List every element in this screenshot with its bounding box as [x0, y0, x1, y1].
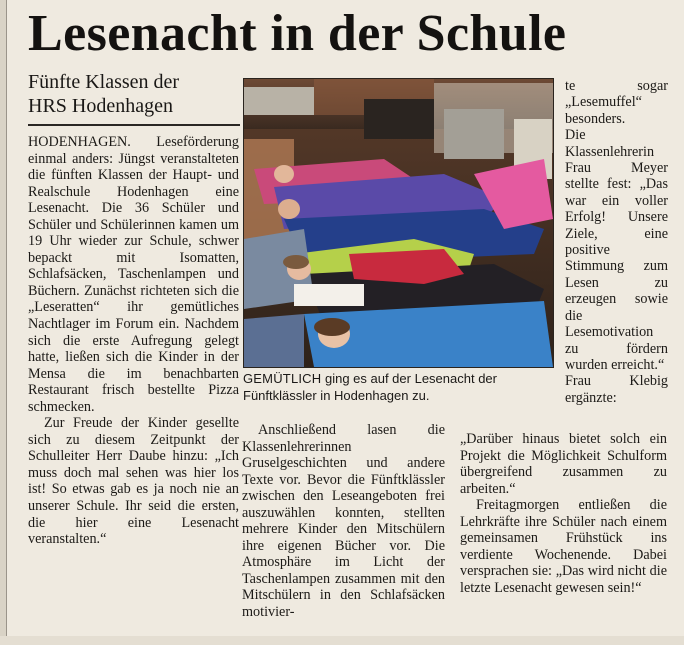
- article-headline: Lesenacht in der Schule: [28, 5, 567, 62]
- caption-text: ging es auf der Lesenacht der Fünftklässler in Hodenhagen zu.: [243, 371, 497, 403]
- caption-lead: GEMÜTLICH: [243, 371, 322, 386]
- paragraph: „Darüber hinaus bietet solch ein Projekt die Möglichkeit Schulform übergreifend zusammen zu arbeiten.“: [460, 431, 667, 497]
- article-column-3-top: [565, 78, 668, 406]
- article-photo: [243, 78, 554, 368]
- page-edge-bottom: [0, 636, 684, 645]
- subhead-line-1: Fünfte Klassen der: [28, 71, 180, 93]
- subhead-rule: [28, 124, 240, 126]
- article-column-2: [242, 422, 445, 621]
- paragraph: Die Klassenlehrerin Frau Meyer stellte fest: „Das war ein voller Erfolg! Unsere Ziele, eine positive Stimmung zum Lesen zu erzeugen sowie die Lesemotivation zu fördern wurden erreicht.“: [565, 127, 668, 373]
- article-subhead: [28, 70, 238, 118]
- sleeping-children-photo: [244, 79, 553, 367]
- subhead-line-2: HRS Hodenhagen: [28, 95, 173, 117]
- article-column-1: [28, 134, 239, 548]
- paragraph: Zur Freude der Kinder gesellte sich zu diesem Zeitpunkt der Schulleiter Herr Daube hinzu: „Ich muss doch mal sehen was hier los ist! So etwas gab es ja noch nie an unserer Schule. Ihr seid die ersten, die hier eine Lesenacht veranstalten.“: [28, 415, 239, 548]
- paragraph: HODENHAGEN. Leseförderung einmal anders: Jüngst veranstalteten die fünften Klassen der Haupt- und Realschule Hodenhagen eine Lesenacht. Die 36 Schüler und Schüler und Schülerinnen kamen um 19 Uhr wieder zur Schule, schwer bepackt mit Isomatten, Schlafsäcken, Taschenlampen und Büchern. Zunächst richteten sich die „Leseratten“ ihr gemütliches Nachtlager im Forum ein. Nachdem sich die erste Aufregung gelegt hatte, ließen sich die Kinder in der Mensa die im benachbarten Restaurant frisch bestellte Pizza schmecken.: [28, 134, 239, 415]
- paragraph: Frau Klebig ergänzte:: [565, 373, 668, 406]
- paragraph: te sogar „Lesemuffel“ besonders.: [565, 78, 668, 127]
- paragraph: Freitagmorgen entließen die Lehrkräfte ihre Schüler nach einem gemeinsamen Frühstück ins verdiente Wochenende. Dabei versprachen sie: „Das wird nicht die letzte Lesenacht gewesen sein!“: [460, 497, 667, 596]
- page-edge-left: [0, 0, 7, 645]
- article-column-3: [460, 431, 667, 596]
- paragraph: Anschließend lasen die Klassenlehrerinnen Gruselgeschichten und andere Texte vor. Bevor die Fünftklässler zwischen den Leseangeboten frei auszuwählen konnten, stellten mehrere Kinder den Mitschülern ihre eigenen Bücher vor. Die Atmosphäre im Licht der Taschenlampen zusammen mit den Mitschülern in den Schlafsäcken motivier-: [242, 422, 445, 621]
- photo-caption: [243, 370, 555, 404]
